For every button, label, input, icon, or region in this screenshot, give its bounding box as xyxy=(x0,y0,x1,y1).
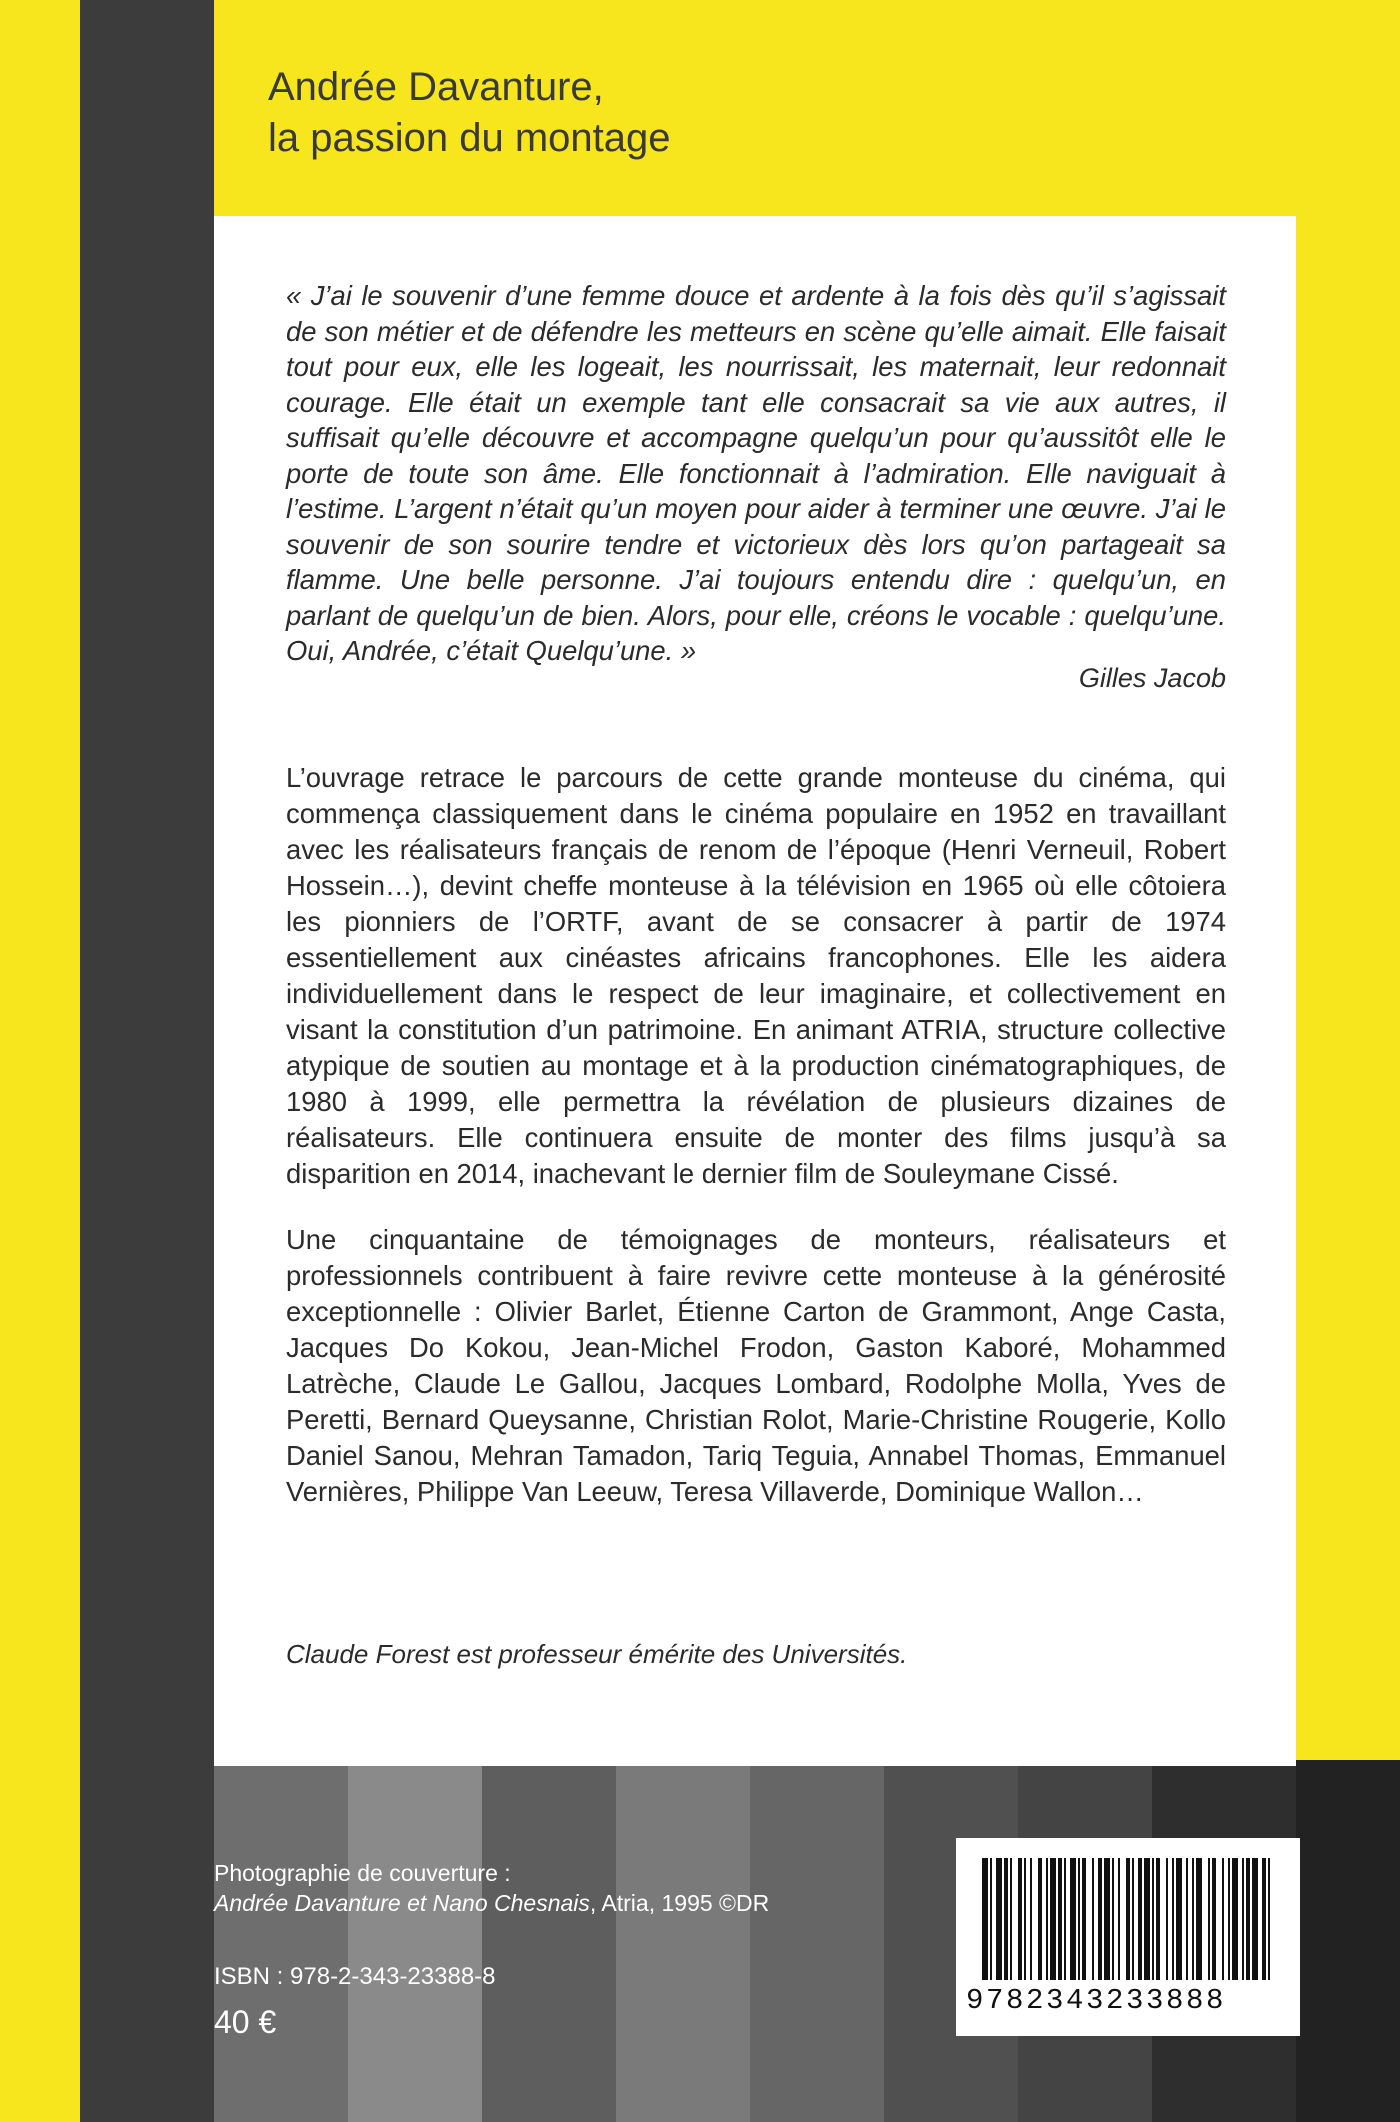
barcode-bar xyxy=(1070,1858,1076,1980)
barcode-bar xyxy=(1152,1858,1154,1980)
book-title xyxy=(268,62,671,164)
isbn: ISBN : 978-2-343-23388-8 xyxy=(214,1963,496,1990)
barcode-bar xyxy=(1166,1858,1168,1980)
author-note: Claude Forest est professeur émérite des Universités. xyxy=(286,1639,908,1669)
barcode-bar xyxy=(1112,1858,1114,1980)
barcode-bar xyxy=(1064,1858,1066,1980)
barcode-bar xyxy=(996,1858,1002,1980)
barcode-digits: 9782343233888 xyxy=(966,1984,1227,2017)
barcode-bar xyxy=(1252,1858,1258,1980)
barcode-bar xyxy=(1018,1858,1022,1980)
barcode-bar xyxy=(1004,1858,1008,1980)
barcode-bar xyxy=(990,1858,992,1980)
quote-author: Gilles Jacob xyxy=(1078,663,1226,693)
summary-paragraph-2: Une cinquantaine de témoignages de monteurs, réalisateurs et professionnels contribuent à faire revivre cette monteuse à la générosité exceptionnelle : Olivier Barlet, Étienne Carton de Grammont, Ange Casta, Jacques Do Kokou, Jean-Michel Frodon, Gaston Kaboré, Mohammed Latrèche, Claude Le Gallou, Jacques Lombard, Rodolphe Molla, Yves de Peretti, Bernard Queysanne, Christian Rolot, Marie-Christine Rougerie, Kollo Daniel Sanou, Mehran Tamadon, Tariq Teguia, Annabel Thomas, Emmanuel Vernières, Philippe Van Leeuw, Teresa Villaverde, Dominique Wallon… xyxy=(286,1224,1226,1507)
barcode-bar xyxy=(1046,1858,1048,1980)
right-yellow-stripe xyxy=(1296,0,1400,1760)
barcode-bar xyxy=(1092,1858,1094,1980)
barcode-bar xyxy=(1010,1858,1012,1980)
barcode-bar xyxy=(1246,1858,1250,1980)
title-line-1: Andrée Davanture, xyxy=(268,65,604,109)
barcode-bar xyxy=(1186,1858,1188,1980)
barcode-bar xyxy=(1098,1858,1102,1980)
barcode-bar xyxy=(1176,1858,1182,1980)
testimonial-quote xyxy=(286,278,1226,669)
barcode-bar xyxy=(1208,1858,1210,1980)
barcode-bar xyxy=(1132,1858,1134,1980)
barcode-bar xyxy=(1058,1858,1062,1980)
photo-credit xyxy=(214,1858,769,1918)
barcode-bar xyxy=(1172,1858,1174,1980)
barcode-bar xyxy=(1138,1858,1142,1980)
barcode-bar xyxy=(1222,1858,1224,1980)
barcode-bar xyxy=(1196,1858,1202,1980)
barcode-bar xyxy=(1228,1858,1230,1980)
barcode-bar xyxy=(1104,1858,1110,1980)
barcode-bar xyxy=(1144,1858,1150,1980)
band-1 xyxy=(80,0,214,2122)
barcode-bar xyxy=(1242,1858,1244,1980)
price: 40 € xyxy=(214,2004,277,2040)
barcode-bar xyxy=(1038,1858,1042,1980)
barcode-bar xyxy=(1268,1858,1270,1980)
title-line-2: la passion du montage xyxy=(268,116,671,160)
barcode-bar xyxy=(1262,1858,1266,1980)
left-yellow-stripe xyxy=(0,0,80,2122)
barcode-bar xyxy=(1078,1858,1080,1980)
barcode-bar xyxy=(1118,1858,1120,1980)
barcode-bar xyxy=(1212,1858,1216,1980)
photo-credit-title: Andrée Davanture et Nano Chesnais xyxy=(214,1890,590,1916)
barcode-bar xyxy=(1050,1858,1056,1980)
photo-credit-rest: , Atria, 1995 ©DR xyxy=(589,1890,770,1916)
right-dark-stripe xyxy=(1296,1760,1400,2122)
photo-credit-detail xyxy=(214,1888,769,1918)
barcode-bar xyxy=(1156,1858,1160,1980)
quote-text: « J’ai le souvenir d’une femme douce et ardente à la fois dès qu’il s’agissait de son métier et de défendre les metteurs en scène qu’elle aimait. Elle faisait tout pour eux, elle les logeait, les nourrissait, les maternait, leur redonnait courage. Elle était un exemple tant elle consacrait sa vie aux autres, il suffisait qu’elle découvre et accompagne quelqu’un pour qu’aussitôt elle le porte de toute son âme. Elle fonctionnait à l’admiration. Elle naviguait à l’estime. L’argent n’était qu’un moyen pour aider à terminer une œuvre. J’ai le souvenir de son sourire tendre et victorieux dès lors qu’on partageait sa flamme. Une belle personne. J’ai toujours entendu dire : quelqu’un, en parlant de quelqu’un de bien. Alors, pour elle, créons le vocable : quelqu’une. Oui, Andrée, c’était Quelqu’une. » xyxy=(286,280,1226,666)
barcode-bar xyxy=(1232,1858,1238,1980)
barcode-bar xyxy=(1024,1858,1026,1980)
barcode xyxy=(956,1838,1300,2036)
barcode-bar xyxy=(1192,1858,1194,1980)
photo-credit-label: Photographie de couverture : xyxy=(214,1860,511,1886)
summary-paragraph-1: L’ouvrage retrace le parcours de cette grande monteuse du cinéma, qui commença classiquement dans le cinéma populaire en 1952 en travaillant avec les réalisateurs français de renom de l’époque (Henri Verneuil, Robert Hossein…), devint cheffe monteuse à la télévision en 1965 où elle côtoiera les pionniers de l’ORTF, avant de se consacrer à partir de 1974 essentiellement aux cinéastes africains francophones. Elle les aidera individuellement dans le respect de leur imaginaire, et collectivement en visant la constitution d’un patrimoine. En animant ATRIA, structure collective atypique de soutien au montage et à la production cinématographiques, de 1980 à 1999, elle permettra la révélation de plusieurs dizaines de réalisateurs. Elle continuera ensuite de monter des films jusqu’à sa disparition en 2014, inachevant le dernier film de Souleymane Cissé. xyxy=(286,762,1226,1189)
barcode-bar xyxy=(1030,1858,1032,1980)
barcode-bar xyxy=(982,1858,988,1980)
barcode-bar xyxy=(1126,1858,1130,1980)
barcode-bar xyxy=(1082,1858,1086,1980)
